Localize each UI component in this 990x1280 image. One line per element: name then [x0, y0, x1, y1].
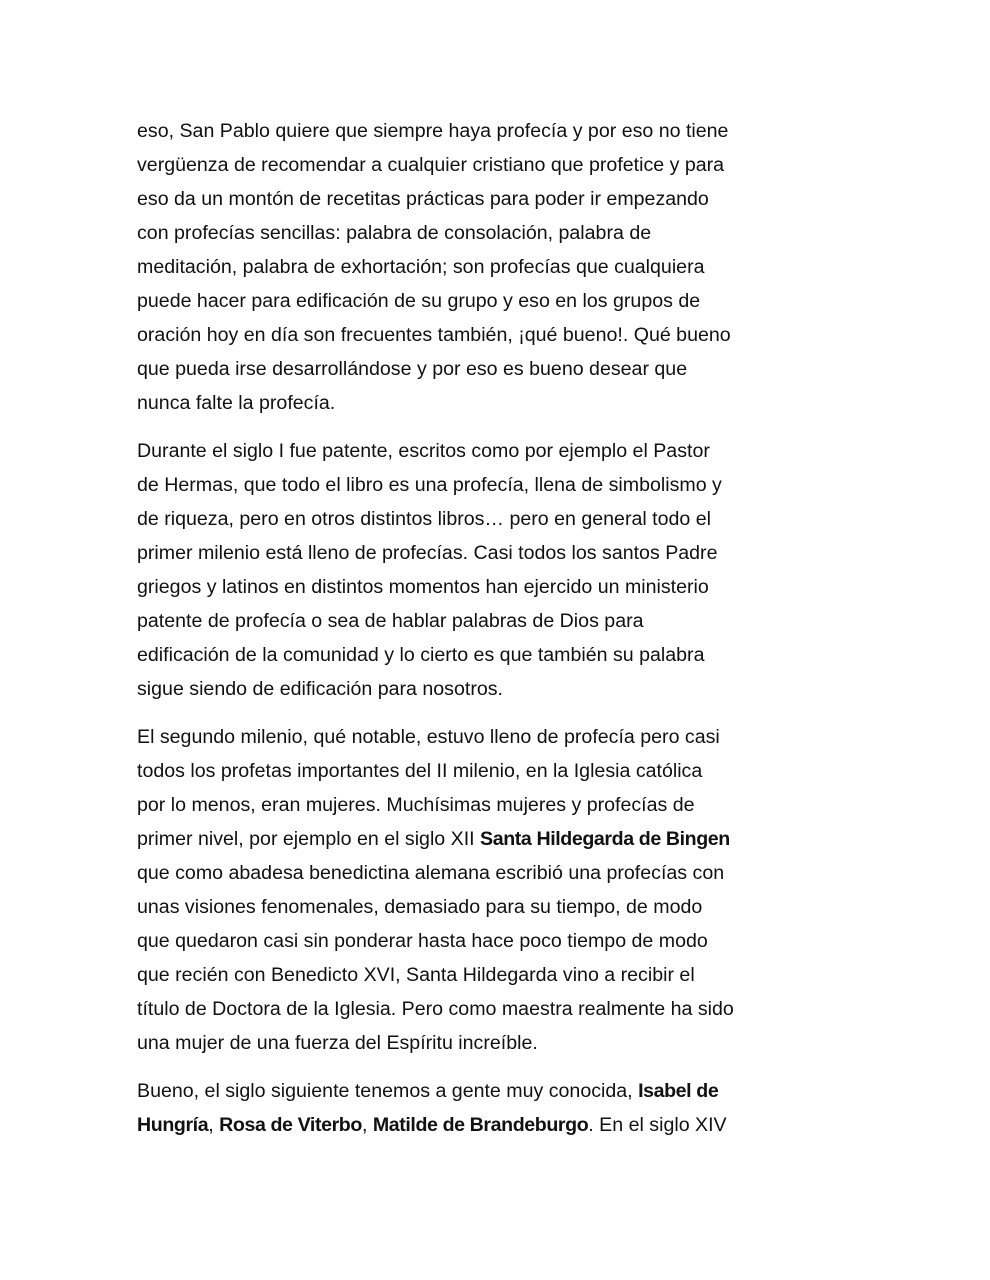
text-line — [137, 604, 867, 638]
text-segment: unas visiones fenomenales, demasiado para su tiempo, de modo — [137, 896, 703, 918]
text-line — [137, 890, 867, 924]
text-segment: título de Doctora de la Iglesia. Pero como maestra realmente ha sido — [137, 998, 734, 1020]
text-line — [137, 958, 867, 992]
paragraph — [137, 1074, 867, 1142]
text-segment: una mujer de una fuerza del Espíritu increíble. — [137, 1032, 538, 1054]
text-segment: sigue siendo de edificación para nosotros. — [137, 678, 503, 700]
text-segment: todos los profetas importantes del II milenio, en la Iglesia católica — [137, 760, 703, 782]
text-line — [137, 992, 867, 1026]
text-line — [137, 352, 867, 386]
text-segment: Durante el siglo I fue patente, escritos como por ejemplo el Pastor — [137, 440, 710, 462]
text-line — [137, 672, 867, 706]
paragraph — [137, 434, 867, 706]
text-segment: puede hacer para edificación de su grupo y eso en los grupos de — [137, 290, 701, 312]
text-line — [137, 720, 867, 754]
text-line — [137, 216, 867, 250]
text-segment: El segundo milenio, qué notable, estuvo lleno de profecía pero casi — [137, 726, 720, 748]
text-line — [137, 114, 867, 148]
text-segment: vergüenza de recomendar a cualquier cristiano que profetice y para — [137, 154, 725, 176]
paragraph — [137, 114, 867, 420]
text-segment: de Hermas, que todo el libro es una profecía, llena de simbolismo y — [137, 474, 722, 496]
text-line — [137, 536, 867, 570]
text-segment: que recién con Benedicto XVI, Santa Hildegarda vino a recibir el — [137, 964, 695, 986]
text-segment: de riqueza, pero en otros distintos libros… pero en general todo el — [137, 508, 712, 530]
text-line — [137, 250, 867, 284]
text-segment: que como abadesa benedictina alemana escribió una profecías con — [137, 862, 725, 884]
text-segment: que quedaron casi sin ponderar hasta hace poco tiempo de modo — [137, 930, 708, 952]
text-line — [137, 182, 867, 216]
text-line — [137, 434, 867, 468]
text-segment: primer nivel, por ejemplo en el siglo XII — [137, 828, 481, 850]
bold-name: Isabel de — [638, 1080, 719, 1102]
text-segment: , — [361, 1114, 373, 1136]
text-line — [137, 318, 867, 352]
text-line — [137, 570, 867, 604]
text-line — [137, 284, 867, 318]
text-line — [137, 924, 867, 958]
text-segment: meditación, palabra de exhortación; son profecías que cualquiera — [137, 256, 705, 278]
text-line — [137, 1108, 867, 1142]
paragraph — [137, 720, 867, 1060]
text-line — [137, 754, 867, 788]
text-segment: patente de profecía o sea de hablar palabras de Dios para — [137, 610, 644, 632]
text-line — [137, 148, 867, 182]
text-segment: eso, San Pablo quiere que siempre haya profecía y por eso no tiene — [137, 120, 729, 142]
text-segment: por lo menos, eran mujeres. Muchísimas mujeres y profecías de — [137, 794, 695, 816]
bold-name: Santa Hildegarda de Bingen — [480, 828, 730, 850]
text-segment: griegos y latinos en distintos momentos han ejercido un ministerio — [137, 576, 709, 598]
text-line — [137, 1074, 867, 1108]
text-line — [137, 788, 867, 822]
text-segment: con profecías sencillas: palabra de consolación, palabra de — [137, 222, 652, 244]
text-segment: que pueda irse desarrollándose y por eso es bueno desear que — [137, 358, 688, 380]
text-line — [137, 822, 867, 856]
bold-name: Rosa de Viterbo — [219, 1114, 362, 1136]
text-segment: edificación de la comunidad y lo cierto es que también su palabra — [137, 644, 705, 666]
text-segment: , — [208, 1114, 220, 1136]
text-segment: oración hoy en día son frecuentes también, ¡qué bueno!. Qué bueno — [137, 324, 731, 346]
document-page — [137, 114, 867, 1156]
text-segment: eso da un montón de recetitas prácticas para poder ir empezando — [137, 188, 709, 210]
text-line — [137, 856, 867, 890]
text-line — [137, 386, 867, 420]
text-line — [137, 638, 867, 672]
text-line — [137, 502, 867, 536]
bold-name: Hungría — [137, 1114, 209, 1136]
text-line — [137, 1026, 867, 1060]
text-segment: Bueno, el siglo siguiente tenemos a gente muy conocida, — [137, 1080, 639, 1102]
text-segment: nunca falte la profecía. — [137, 392, 336, 414]
text-segment: primer milenio está lleno de profecías. Casi todos los santos Padre — [137, 542, 718, 564]
bold-name: Matilde de Brandeburgo — [372, 1114, 589, 1136]
text-segment: . En el siglo XIV — [588, 1114, 727, 1136]
text-line — [137, 468, 867, 502]
